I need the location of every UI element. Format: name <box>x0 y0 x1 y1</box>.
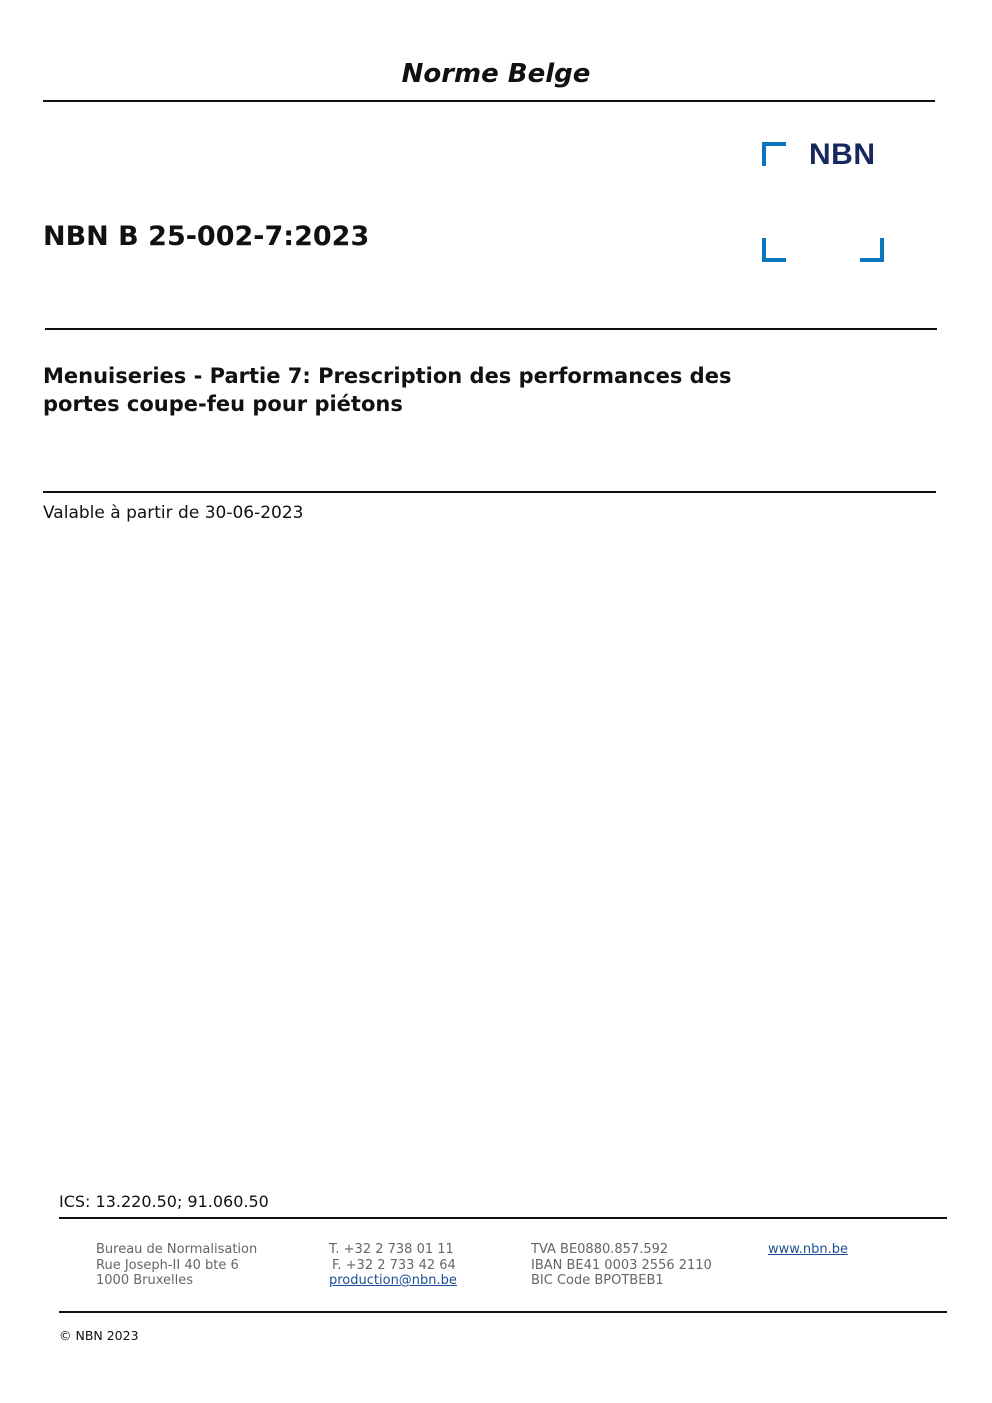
address-line-1: Bureau de Normalisation <box>96 1242 258 1257</box>
copyright-notice: © NBN 2023 <box>59 1328 139 1343</box>
logo-corner-top-left <box>762 142 786 166</box>
page-header-title: Norme Belge <box>401 59 591 89</box>
number-divider <box>45 328 937 330</box>
header-divider <box>43 100 935 102</box>
logo-corner-bottom-right <box>860 238 884 262</box>
website-link[interactable]: www.nbn.be <box>768 1242 848 1257</box>
document-title <box>43 362 843 418</box>
bic-code: BIC Code BPOTBEB1 <box>531 1273 664 1288</box>
footer-web <box>768 1242 848 1258</box>
nbn-logo <box>762 138 884 262</box>
title-divider <box>43 491 936 493</box>
footer-top-divider <box>59 1217 947 1219</box>
address-line-3: 1000 Bruxelles <box>96 1273 194 1288</box>
document-title-line-1: Menuiseries - Partie 7: Prescription des performances des <box>43 364 732 388</box>
phone-number: T. +32 2 738 01 11 <box>329 1242 454 1257</box>
document-number: NBN B 25-002-7:2023 <box>43 221 370 252</box>
footer-address <box>96 1242 257 1289</box>
valid-from-date: Valable à partir de 30-06-2023 <box>43 503 304 523</box>
footer-bottom-divider <box>59 1311 947 1313</box>
email-link[interactable]: production@nbn.be <box>329 1273 457 1288</box>
vat-number: TVA BE0880.857.592 <box>531 1242 669 1257</box>
fax-number: F. +32 2 733 42 64 <box>332 1257 456 1273</box>
footer-contact <box>329 1242 457 1289</box>
document-title-line-2: portes coupe-feu pour piétons <box>43 392 403 416</box>
iban-number: IBAN BE41 0003 2556 2110 <box>531 1257 712 1273</box>
address-line-2: Rue Joseph-II 40 bte 6 <box>96 1257 239 1273</box>
footer-bank <box>531 1242 712 1289</box>
logo-text: NBN <box>809 138 876 171</box>
ics-codes: ICS: 13.220.50; 91.060.50 <box>59 1192 269 1211</box>
logo-corner-bottom-left <box>762 238 786 262</box>
